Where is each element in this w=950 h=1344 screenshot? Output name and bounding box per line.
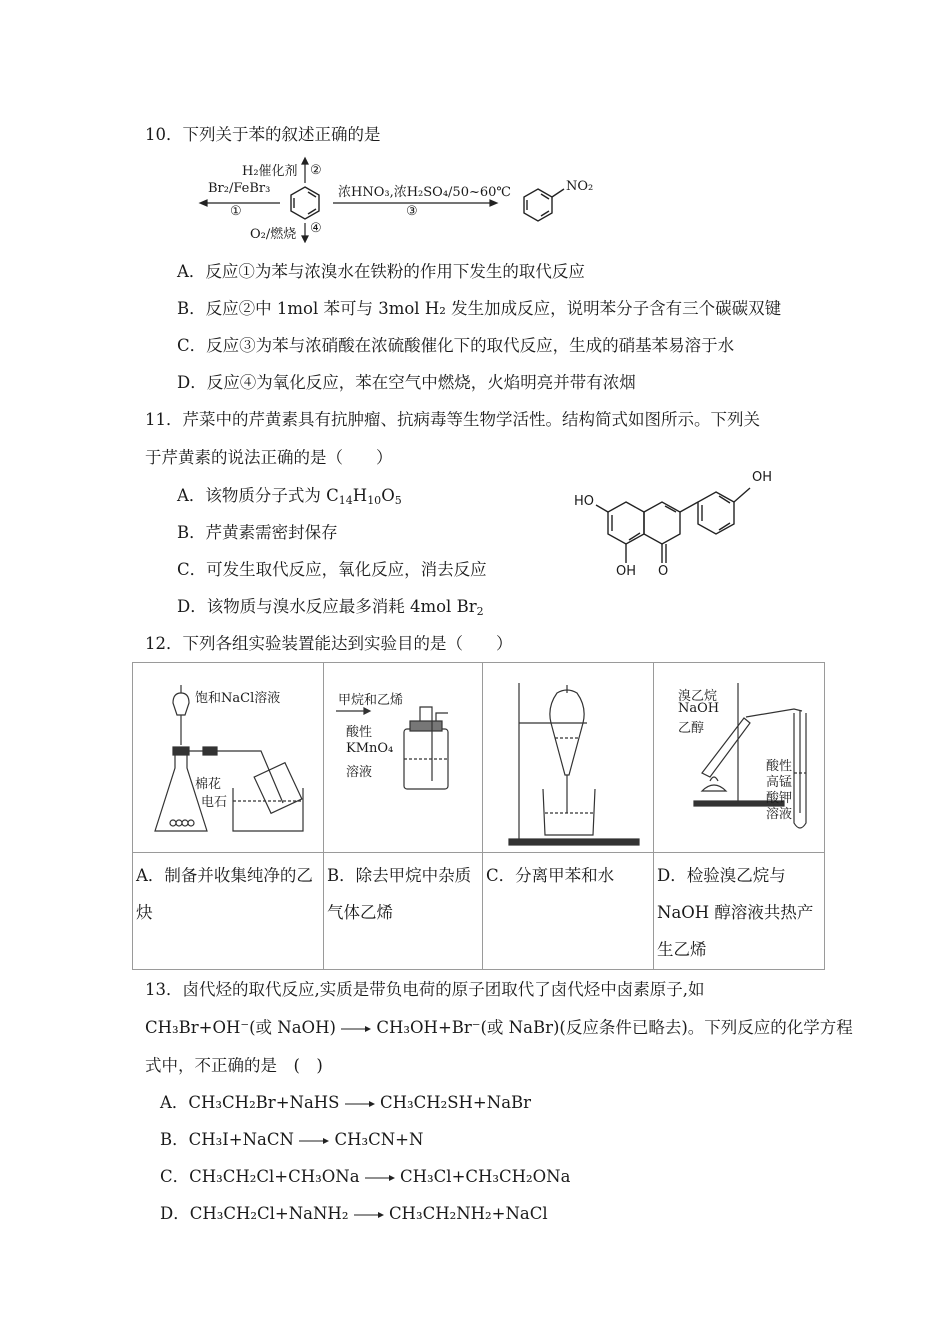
apparatus-d-label-2: NaOH — [678, 701, 720, 716]
r3-reagent: 浓HNO₃,浓H₂SO₄/50~60℃ — [338, 185, 511, 200]
q13-stem-line1: 13．卤代烃的取代反应,实质是带负电荷的原子团取代了卤代烃中卤素原子,如 — [145, 980, 705, 999]
r1-reagent: Br₂/FeBr₃ — [208, 181, 271, 196]
caption-c: C．分离甲苯和水 — [486, 866, 615, 885]
reaction-arrow-icon — [365, 1173, 395, 1183]
q11-option-d: D．该物质与溴水反应最多消耗 4mol $Br_2$ — [177, 597, 484, 618]
caption-a-cell — [133, 853, 324, 970]
reaction-arrow-icon — [299, 1136, 329, 1146]
q10-option-b: B．反应②中 1mol 苯可与 3mol H₂ 发生加成反应，说明苯分子含有三个碳碳双键 — [177, 299, 782, 318]
apparatus-d-label-1: 溴乙烷 — [678, 689, 718, 704]
apparatus-d-label-6: 酸钾 — [766, 791, 793, 806]
r3-num: ③ — [406, 204, 418, 219]
r2-num: ② — [310, 163, 322, 178]
q11-option-b: B．芹黄素需密封保存 — [177, 523, 338, 542]
reaction-arrow-icon — [341, 1024, 371, 1034]
q10-stem: 10．下列关于苯的叙述正确的是 — [145, 125, 381, 144]
q12-apparatus-table — [132, 662, 825, 970]
apparatus-b-label-2: 酸性 — [346, 725, 373, 740]
apparatus-b-cell — [324, 663, 483, 853]
carbonyl-o-label: O — [658, 564, 669, 579]
reaction-arrow-icon — [354, 1210, 384, 1220]
caption-d: D．检验溴乙烷与NaOH 醇溶液共热产生乙烯 — [657, 866, 814, 959]
r2-reagent: H₂催化剂 — [242, 164, 298, 179]
oh-right-label: OH — [752, 470, 773, 485]
q11-option-c: C．可发生取代反应，氧化反应，消去反应 — [177, 560, 487, 579]
r4-reagent: O₂/燃烧 — [250, 227, 297, 242]
apparatus-d-label-5: 高锰 — [766, 775, 793, 790]
apparatus-a-label-3: 电石 — [201, 795, 228, 810]
arrow-2 — [302, 158, 308, 183]
oh-bottom-label: OH — [616, 564, 637, 579]
apigenin-structure — [570, 460, 800, 590]
q10-option-d: D．反应④为氧化反应，苯在空气中燃烧，火焰明亮并带有浓烟 — [177, 373, 636, 392]
q13-stem-line3: 式中，不正确的是 ( ) — [145, 1056, 323, 1075]
apparatus-d-label-4: 酸性 — [766, 759, 793, 774]
apparatus-d-label-3: 乙醇 — [678, 721, 705, 736]
q11-stem-line1: 11．芹菜中的芹黄素具有抗肿瘤、抗病毒等生物学活性。结构简式如图所示。下列关 — [145, 410, 760, 429]
arrow-4 — [302, 223, 308, 242]
r1-num: ① — [230, 204, 242, 219]
apparatus-b-label-4: 溶液 — [346, 765, 373, 780]
q13-option-a: A．CH₃CH₂Br+NaHS CH₃CH₂SH+NaBr — [160, 1093, 532, 1112]
caption-a: A．制备并收集纯净的乙炔 — [136, 866, 313, 922]
q11-option-a: A．该物质分子式为 $C_{14}H_{10}O_5$ — [177, 486, 402, 507]
apparatus-b-label-1: 甲烷和乙烯 — [338, 693, 404, 708]
reaction-arrow-icon — [345, 1099, 375, 1109]
apparatus-a-label-2: 棉花 — [195, 777, 222, 792]
q10-option-c: C．反应③为苯与浓硝酸在浓硫酸催化下的取代反应，生成的硝基苯易溶于水 — [177, 336, 735, 355]
q10-reaction-scheme — [198, 155, 598, 243]
apparatus-a-label-1: 饱和NaCl溶液 — [195, 691, 281, 706]
apparatus-c-cell — [483, 663, 654, 853]
benzene-ring — [291, 187, 319, 219]
apparatus-d-cell — [654, 663, 825, 853]
oh-left-label: HO — [574, 494, 595, 509]
apparatus-a-cell — [133, 663, 324, 853]
nitro-group: NO₂ — [566, 179, 594, 194]
caption-d-cell — [654, 853, 825, 970]
q13-option-d: D．CH₃CH₂Cl+NaNH₂ CH₃CH₂NH₂+NaCl — [160, 1204, 548, 1223]
q11-stem-line2: 于芹黄素的说法正确的是（ ） — [145, 448, 393, 467]
apparatus-d-label-7: 溶液 — [766, 807, 793, 822]
caption-c-cell — [483, 853, 654, 970]
caption-b-cell — [324, 853, 483, 970]
q13-stem-line2: CH₃Br+OH⁻(或 NaOH) CH₃OH+Br⁻(或 NaBr)(反应条件已略去)。下列反应的化学方程 — [145, 1018, 853, 1037]
apparatus-b-label-3: KMnO₄ — [346, 741, 394, 756]
q13-option-b: B．CH₃I+NaCN CH₃CN+N — [160, 1130, 424, 1149]
q13-option-c: C．CH₃CH₂Cl+CH₃ONa CH₃Cl+CH₃CH₂ONa — [160, 1167, 571, 1186]
caption-b: B．除去甲烷中杂质气体乙烯 — [327, 866, 472, 922]
q12-stem: 12．下列各组实验装置能达到实验目的是（ ） — [145, 634, 513, 653]
nitrobenzene — [524, 189, 564, 221]
q10-option-a: A．反应①为苯与浓溴水在铁粉的作用下发生的取代反应 — [177, 262, 585, 281]
r4-num: ④ — [310, 221, 322, 236]
